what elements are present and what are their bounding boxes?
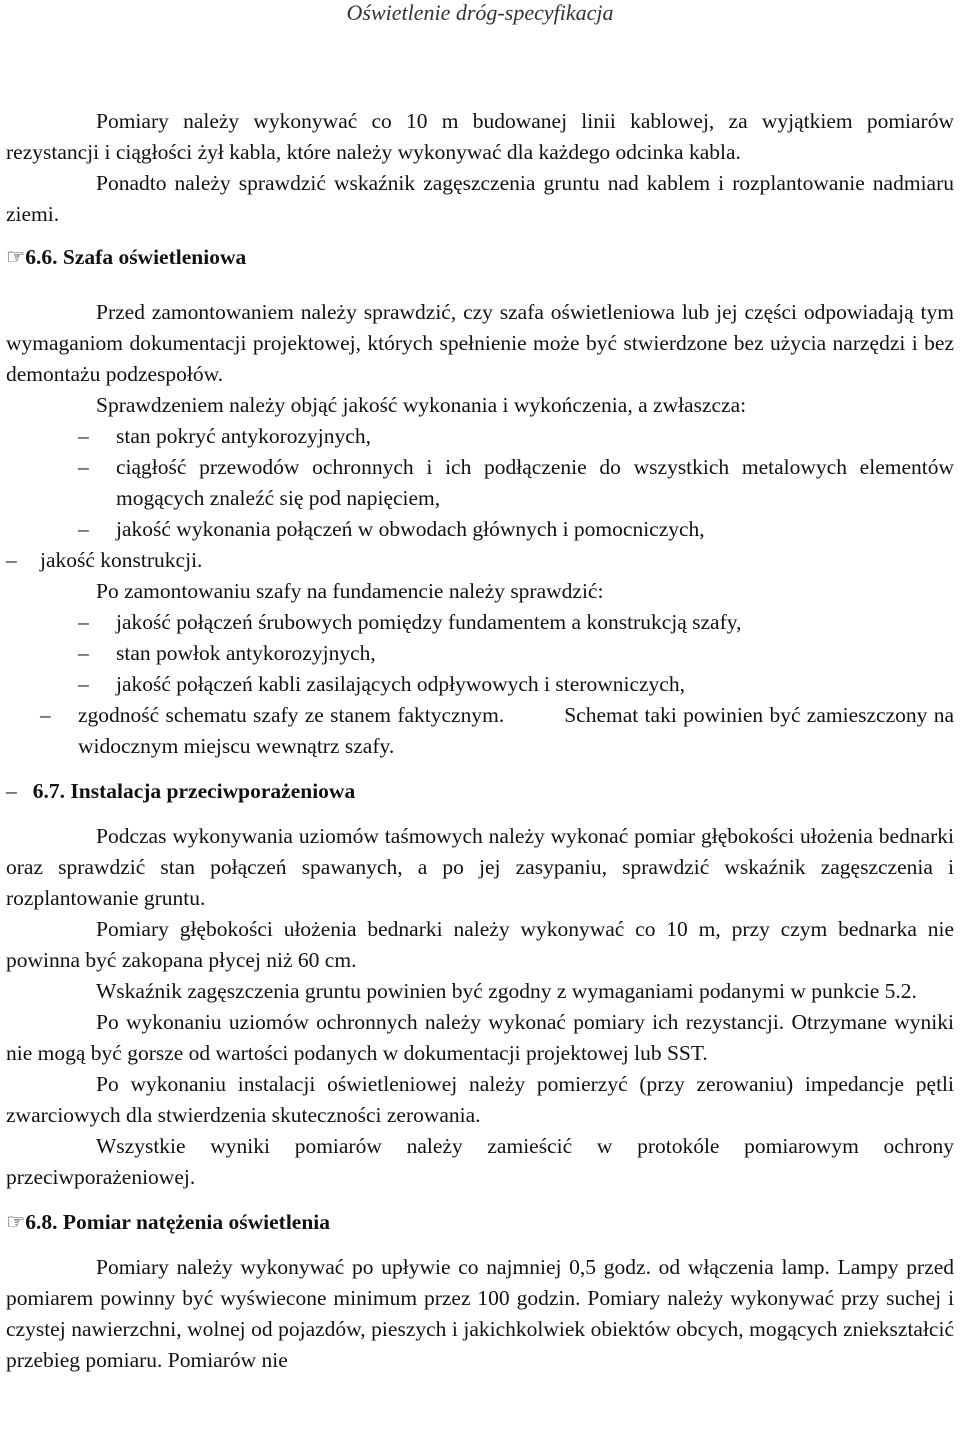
section-number: 6.6. [25, 245, 58, 269]
paragraph: Wskaźnik zagęszczenia gruntu powinien być zgodny z wymaganiami podanymi w punkcie 5.2. [96, 979, 917, 1003]
paragraph: Podczas wykonywania uziomów taśmowych należy wykonać pomiar głębokości ułożenia bednarki oraz sprawdzić stan połączeń spawanych, a po jej zasypaniu, sprawdzić wskaźnik zagęszczenia i rozplantowanie gruntu. [6, 824, 954, 910]
dash-bullet: – [78, 610, 89, 634]
pointing-hand-icon: ☞ [6, 245, 26, 269]
list-item: – jakość połączeń kabli zasilających odpływowych i sterowniczych, [6, 669, 954, 700]
document-page [6, 0, 954, 1376]
dash-bullet: – [40, 703, 51, 727]
section-title: Instalacja przeciwporażeniowa [70, 779, 356, 803]
section-title: Pomiar natężenia oświetlenia [62, 1210, 331, 1234]
list-item: – stan pokryć antykorozyjnych, [6, 421, 954, 452]
dash-bullet: – [78, 455, 89, 479]
section-number: 6.7. [32, 779, 65, 803]
section-heading-6-6 [6, 242, 954, 273]
list-item: – zgodność schematu szafy ze stanem faktycznym. Schemat taki powinien być zamieszczony na widocznym miejscu wewnątrz szafy. [6, 700, 954, 762]
paragraph: Pomiary należy wykonywać po upływie co najmniej 0,5 godz. od włączenia lamp. Lampy przed pomiarem powinny być wyświecone minimum przez 100 godzin. Pomiary należy wykonywać przy suchej i czystej nawierzchni, wolnej od pojazdów, pieszych i jakichkolwiek obiektów obcych, mogących zniekształcić przebieg pomiaru. Pomiarów nie [6, 1255, 954, 1372]
paragraph: Po zamontowaniu szafy na fundamencie należy sprawdzić: [96, 579, 604, 603]
paragraph: Po wykonaniu uziomów ochronnych należy wykonać pomiary ich rezystancji. Otrzymane wyniki nie mogą być gorsze od wartości podanych w dokumentacji projektowej lub SST. [6, 1010, 954, 1065]
section-heading-6-7 [6, 776, 954, 807]
dash-bullet: – [78, 641, 89, 665]
dash-bullet: – [6, 548, 17, 572]
list-item: – jakość połączeń śrubowych pomiędzy fundamentem a konstrukcją szafy, [6, 607, 954, 638]
pointing-hand-icon: ☞ [6, 1210, 26, 1234]
dash-bullet: – [6, 779, 17, 803]
running-header: Oświetlenie dróg-specyfikacja [346, 0, 614, 25]
section-heading-6-8 [6, 1207, 954, 1238]
paragraph: Sprawdzeniem należy objąć jakość wykonania i wykończenia, a zwłaszcza: [96, 393, 747, 417]
paragraph: Ponadto należy sprawdzić wskaźnik zagęszczenia gruntu nad kablem i rozplantowanie nadmiaru ziemi. [6, 171, 954, 226]
list-item: – jakość konstrukcji. [6, 545, 954, 576]
dash-bullet: – [78, 672, 89, 696]
dash-bullet: – [78, 517, 89, 541]
section-number: 6.8. [25, 1210, 58, 1234]
paragraph: Pomiary głębokości ułożenia bednarki należy wykonywać co 10 m, przy czym bednarka nie powinna być zakopana płycej niż 60 cm. [6, 917, 954, 972]
paragraph: Przed zamontowaniem należy sprawdzić, czy szafa oświetleniowa lub jej części odpowiadają tym wymaganiom dokumentacji projektowej, których spełnienie może być stwierdzone bez użycia narzędzi i bez demontażu podzespołów. [6, 300, 954, 386]
list-item: – ciągłość przewodów ochronnych i ich podłączenie do wszystkich metalowych elementów mogących znaleźć się pod napięciem, [6, 452, 954, 514]
list-item: – stan powłok antykorozyjnych, [6, 638, 954, 669]
paragraph: Pomiary należy wykonywać co 10 m budowanej linii kablowej, za wyjątkiem pomiarów rezystancji i ciągłości żył kabla, które należy wykonywać dla każdego odcinka kabla. [6, 109, 954, 164]
paragraph: Wszystkie wyniki pomiarów należy zamieścić w protokóle pomiarowym ochrony przeciwporażeniowej. [6, 1134, 954, 1189]
dash-bullet: – [78, 424, 89, 448]
list-item: – jakość wykonania połączeń w obwodach głównych i pomocniczych, [6, 514, 954, 545]
section-title: Szafa oświetleniowa [62, 245, 247, 269]
paragraph: Po wykonaniu instalacji oświetleniowej należy pomierzyć (przy zerowaniu) impedancje pętli zwarciowych dla stwierdzenia skuteczności zerowania. [6, 1072, 954, 1127]
